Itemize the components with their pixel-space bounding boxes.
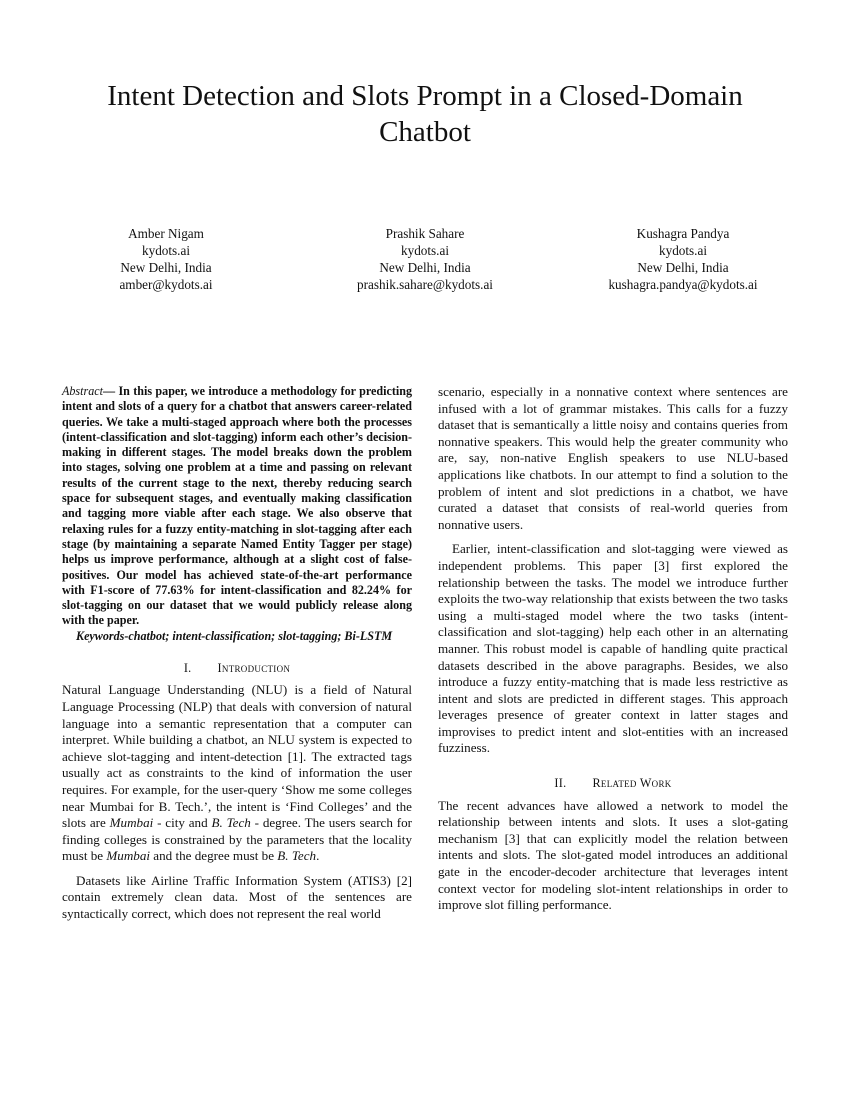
slot-example: Mumbai xyxy=(109,815,154,831)
section-heading-related-work xyxy=(438,775,788,792)
author-2 xyxy=(340,225,510,293)
author-location: New Delhi, India xyxy=(637,260,729,275)
abstract xyxy=(62,384,412,629)
slot-example: B. Tech xyxy=(211,815,251,831)
section-number: I. xyxy=(183,660,192,675)
author-org: kydots.ai xyxy=(401,243,449,258)
author-location: New Delhi, India xyxy=(379,260,471,275)
intro-paragraph-3: Earlier, intent-classification and slot-tagging were viewed as independent problems. This paper [3] first explored the relationship between the tasks. The model we introduce further exploits the two-way relationship that exists between the two tasks using a multi-staged model where the two tasks (intent-classification and slot-tagging) help each other in an alternating manner. This robust model is capable of handling quite practical datasets described in the above paragraphs. Besides, we also introduce a fuzzy entity-matching that is made less restrictive as intent and slots are predicted in different stages. This approach leverages presence of greater context in latter stages and improvises to predict intent and slot-entities with an increased fuzziness. xyxy=(438,541,788,756)
author-email: kushagra.pandya@kydots.ai xyxy=(608,277,758,292)
author-org: kydots.ai xyxy=(142,243,190,258)
author-3 xyxy=(588,225,778,293)
text-run: - city and xyxy=(153,815,212,831)
author-location: New Delhi, India xyxy=(120,260,212,275)
related-paragraph-1: The recent advances have allowed a network to model the relationship between intents and slots. It uses a slot-gating mechanism [3] that can explicitly model the relation between intents and slots. The slot-gated model introduces an additional gate in the encoder-decoder architecture that leverages intent context vector for modeling slot-intent relationships in order to improve slot filling performance. xyxy=(438,797,788,913)
intro-paragraph-2: Datasets like Airline Traffic Information System (ATIS3) [2] contain extremely clean data. Most of the sentences are syntactically correct, which does not represent the real world xyxy=(62,872,412,922)
author-email: amber@kydots.ai xyxy=(119,277,213,292)
intro-paragraph-1 xyxy=(62,682,412,865)
left-column xyxy=(62,384,412,923)
abstract-lead: Abstract xyxy=(62,384,103,398)
text-run: and the degree must be xyxy=(150,848,278,864)
text-run: - degree. The users search for finding colleges is constrained by the parameters that the locality must be xyxy=(62,815,413,864)
right-column xyxy=(438,384,788,914)
author-org: kydots.ai xyxy=(659,243,707,258)
author-name: Prashik Sahare xyxy=(385,226,465,241)
author-1 xyxy=(96,225,236,293)
section-number: II. xyxy=(554,776,567,791)
keywords: Keywords-chatbot; intent-classification; slot-tagging; Bi-LSTM xyxy=(76,628,393,643)
text-run: . xyxy=(316,848,320,864)
text-run: Natural Language Understanding (NLU) is a field of Natural Language Processing (NLP) that deals with conversion of natural language into a semantic representation that a computer can interpret. While building a chatbot, an NLU system is expected to achieve slot-tagging and intent-detection [1]. The extracted tags usually act as constraints to the kind of information the user requires. For example, for the user-query ‘Show me some colleges near Mumbai for B. Tech.’, the intent is ‘Find Colleges’ and the slots are xyxy=(62,682,412,831)
section-title: Introduction xyxy=(217,660,291,675)
section-heading-introduction xyxy=(62,660,412,677)
author-email: prashik.sahare@kydots.ai xyxy=(357,277,493,292)
intro-paragraph-2-continued: scenario, especially in a nonnative context where sentences are infused with a lot of grammar mistakes. This calls for a fuzzy dataset that is semantically a little noisy and contains queries from nonnative speakers. This would help the greater community who are, say, non-native English speakers to use NLU-based applications like chatbots. In our attempt to find a solution to the problem of intent and slot predictions in a chatbot, we have curated a dataset that consists of real-world queries from nonnative users. xyxy=(438,384,788,532)
slot-example: B. Tech xyxy=(277,848,317,864)
author-name: Kushagra Pandya xyxy=(636,226,730,241)
paper-title: Intent Detection and Slots Prompt in a Closed-Domain Chatbot xyxy=(107,80,743,148)
section-title: Related Work xyxy=(592,776,672,791)
abstract-text: — In this paper, we introduce a methodology for predicting intent and slots of a query for a chatbot that answers career-related queries. We take a multi-staged approach where both the processes (intent-classification and slot-tagging) inform each other’s decision-making in different stages. The model breaks down the problem into stages, solving one problem at a time and passing on relevant results of the current stage to the next, thereby reducing search space for subsequent stages, and eventually making classification and tagging more viable after each stage. We also observe that relaxing rules for a fuzzy entity-matching in slot-tagging after each stage (by maintaining a separate Named Entity Tagger per stage) helps us improve performance, although at a slight cost of false-positives. Our model has achieved state-of-the-art performance with F1-score of 77.63% for intent-classification and 82.24% for slot-tagging on our dataset that we would publicly release along with the paper. xyxy=(62,384,412,628)
slot-example: Mumbai xyxy=(106,848,151,864)
author-name: Amber Nigam xyxy=(128,226,204,241)
